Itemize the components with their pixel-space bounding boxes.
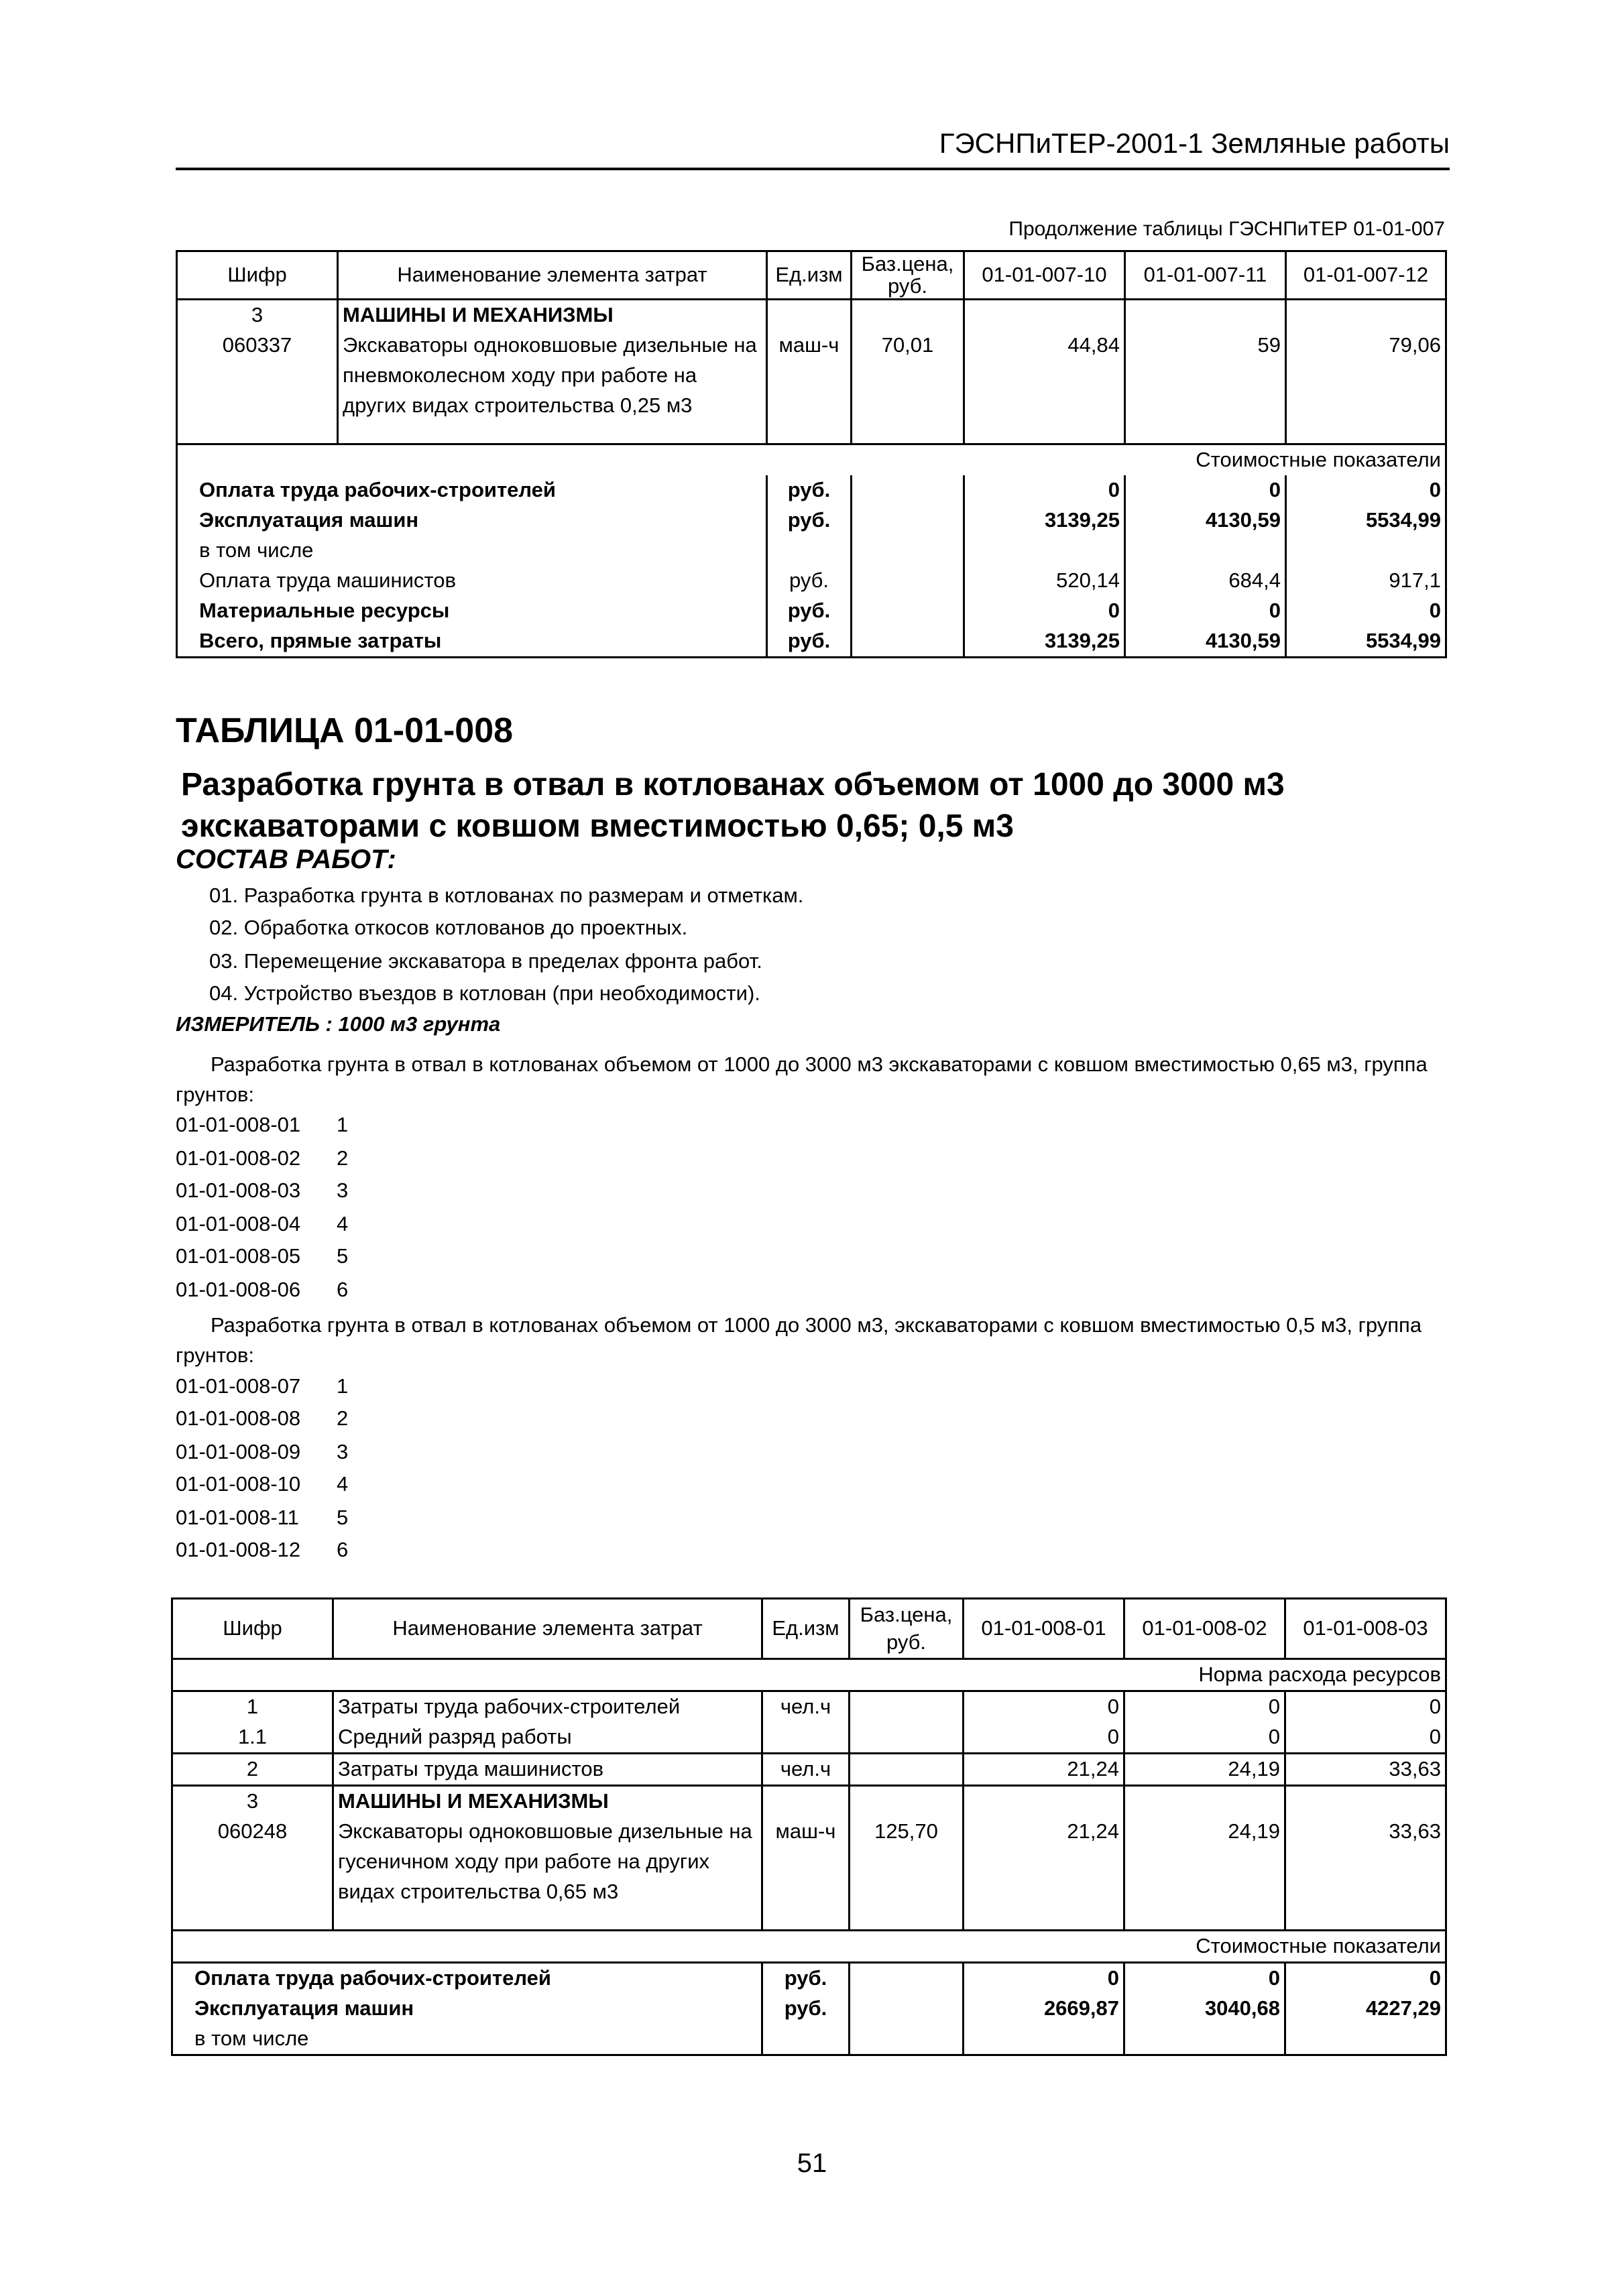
section-name: МАШИНЫ И МЕХАНИЗМЫ: [338, 300, 767, 330]
cost-value-1: 3139,25: [964, 505, 1125, 536]
cost-value-3: 5534,99: [1286, 626, 1446, 657]
table-01-01-008: [171, 1597, 1447, 2056]
row-unit: чел.ч: [762, 1753, 850, 1785]
row-code: 2: [172, 1753, 333, 1785]
table-row: [177, 505, 1446, 536]
machine-value-3: 33,63: [1285, 1817, 1446, 1931]
table-header-row: [177, 251, 1446, 300]
cost-name: Эксплуатация машин: [177, 505, 767, 536]
machine-value-3: 79,06: [1286, 330, 1446, 444]
izmeritel: ИЗМЕРИТЕЛЬ : 1000 м3 грунта: [176, 1012, 501, 1036]
header-col-2: 01-01-007-11: [1125, 251, 1286, 300]
table-row: [172, 1785, 1446, 1816]
row-name: Средний разряд работы: [333, 1722, 762, 1753]
cost-value-1: 0: [964, 596, 1125, 626]
header-code: Шифр: [172, 1599, 333, 1659]
table-row: [177, 536, 1446, 566]
section-code: 3: [172, 1785, 333, 1816]
cost-value-3: 0: [1286, 596, 1446, 626]
cost-value-2: 0: [1124, 1963, 1285, 1994]
cost-name: Материальные ресурсы: [177, 596, 767, 626]
cost-unit: руб.: [767, 475, 852, 505]
table-row: [172, 1722, 1446, 1753]
code-group: 4: [337, 1212, 349, 1235]
running-title: ГЭСНПиТЕР-2001-1 Земляные работы: [939, 127, 1450, 159]
code-line: [176, 1113, 348, 1137]
row-value-3: 33,63: [1285, 1753, 1446, 1785]
row-value-2: 0: [1124, 1691, 1285, 1721]
cost-value-2: 0: [1125, 596, 1286, 626]
table-row: [172, 1753, 1446, 1785]
cost-value-2: 4130,59: [1125, 626, 1286, 657]
machine-price: 125,70: [850, 1817, 964, 1931]
header-col-1: 01-01-007-10: [964, 251, 1125, 300]
machine-unit: маш-ч: [762, 1817, 850, 1931]
code-line: [176, 1244, 348, 1268]
header-col-3: 01-01-008-03: [1285, 1599, 1446, 1659]
code-group: 3: [337, 1179, 349, 1202]
row-value-3: 0: [1285, 1722, 1446, 1753]
code-group: 1: [337, 1113, 349, 1136]
code-group: 2: [337, 1406, 349, 1430]
row-unit: чел.ч: [762, 1691, 850, 1721]
header-col-2: 01-01-008-02: [1124, 1599, 1285, 1659]
header-unit: Ед.изм: [767, 251, 852, 300]
cost-unit: руб.: [762, 1994, 850, 2024]
header-col-3: 01-01-007-12: [1286, 251, 1446, 300]
code-line: [176, 1146, 348, 1170]
row-value-1: 0: [964, 1722, 1124, 1753]
table-row: [177, 475, 1446, 505]
code-number: 01-01-008-01: [176, 1113, 301, 1136]
header-name: Наименование элемента затрат: [338, 251, 767, 300]
code-number: 01-01-008-03: [176, 1179, 301, 1202]
code-group: 5: [337, 1506, 349, 1529]
code-line: [176, 1472, 348, 1496]
cost-value-3: 4227,29: [1285, 1994, 1446, 2024]
code-line: [176, 1179, 348, 1203]
table-row: [177, 626, 1446, 657]
cost-name: Всего, прямые затраты: [177, 626, 767, 657]
table-row: [172, 1691, 1446, 1721]
work-item: 03. Перемещение экскаватора в пределах фронта работ.: [209, 949, 762, 973]
cost-value-1: 520,14: [964, 566, 1125, 596]
row-code: 1.1: [172, 1722, 333, 1753]
cost-header: Стоимостные показатели: [177, 444, 1446, 475]
work-item: 04. Устройство въездов в котлован (при необходимости).: [209, 981, 760, 1005]
table-row: [177, 300, 1446, 330]
table-row: [177, 330, 1446, 444]
table-row: [177, 596, 1446, 626]
row-name: Затраты труда рабочих-строителей: [333, 1691, 762, 1721]
work-item: 01. Разработка грунта в котлованах по размерам и отметкам.: [209, 884, 804, 907]
code-group: 4: [337, 1472, 349, 1496]
code-number: 01-01-008-02: [176, 1146, 301, 1170]
code-number: 01-01-008-06: [176, 1278, 301, 1301]
row-value-3: 0: [1285, 1691, 1446, 1721]
cost-value-2: 4130,59: [1125, 505, 1286, 536]
work-item: 02. Обработка откосов котлованов до проектных.: [209, 916, 688, 939]
row-value-1: 21,24: [964, 1753, 1124, 1785]
cost-name: Оплата труда рабочих-строителей: [172, 1963, 762, 1994]
code-group: 1: [337, 1374, 349, 1398]
code-group: 6: [337, 1538, 349, 1561]
cost-name: Эксплуатация машин: [172, 1994, 762, 2024]
norm-header: Норма расхода ресурсов: [172, 1659, 1446, 1691]
table-subtitle: Разработка грунта в отвал в котлованах объемом от 1000 до 3000 м3 экскаваторами с ковшом вместимостью 0,65; 0,5 м3: [181, 767, 1285, 845]
table-header-row: [172, 1599, 1446, 1659]
code-group: 2: [337, 1146, 349, 1170]
machine-code: 060248: [172, 1817, 333, 1931]
norm-header-row: [172, 1659, 1446, 1691]
machine-value-1: 44,84: [964, 330, 1125, 444]
code-number: 01-01-008-07: [176, 1374, 301, 1398]
cost-value-3: 917,1: [1286, 566, 1446, 596]
table-01-01-007: [176, 250, 1447, 658]
header-name: Наименование элемента затрат: [333, 1599, 762, 1659]
cost-unit: руб.: [767, 505, 852, 536]
section-code: 3: [177, 300, 338, 330]
code-number: 01-01-008-04: [176, 1212, 301, 1235]
code-number: 01-01-008-12: [176, 1538, 301, 1561]
table-row: [172, 1963, 1446, 1994]
page-number: 51: [797, 2149, 827, 2178]
row-value-2: 24,19: [1124, 1753, 1285, 1785]
cost-value-3: 0: [1286, 475, 1446, 505]
cost-value-2: 0: [1125, 475, 1286, 505]
header-col-1: 01-01-008-01: [964, 1599, 1124, 1659]
code-group: 5: [337, 1244, 349, 1268]
machine-price: 70,01: [852, 330, 964, 444]
cost-value-2: 684,4: [1125, 566, 1286, 596]
cost-header-row: [172, 1931, 1446, 1963]
machine-name: Экскаваторы одноковшовые дизельные на гусеничном ходу при работе на других видах строительства 0,65 м3: [333, 1817, 762, 1931]
machine-value-2: 24,19: [1124, 1817, 1285, 1931]
code-line: [176, 1374, 348, 1398]
cost-name: в том числе: [177, 536, 767, 566]
header-code: Шифр: [177, 251, 338, 300]
header-price: Баз.цена, руб.: [850, 1599, 964, 1659]
code-line: [176, 1406, 348, 1431]
sostav-label: СОСТАВ РАБОТ:: [176, 845, 396, 874]
cost-name: Оплата труда машинистов: [177, 566, 767, 596]
code-line: [176, 1538, 348, 1562]
code-line: [176, 1506, 348, 1530]
machine-unit: маш-ч: [767, 330, 852, 444]
cost-value-1: 0: [964, 475, 1125, 505]
cost-header-row: [177, 444, 1446, 475]
header-price: Баз.цена, руб.: [852, 251, 964, 300]
table-title: ТАБЛИЦА 01-01-008: [176, 711, 514, 750]
machine-name: Экскаваторы одноковшовые дизельные на пневмоколесном ходу при работе на других видах строительства 0,25 м3: [338, 330, 767, 444]
cost-value-1: 0: [964, 1963, 1124, 1994]
code-number: 01-01-008-05: [176, 1244, 301, 1268]
code-number: 01-01-008-11: [176, 1506, 299, 1529]
code-group: 6: [337, 1278, 349, 1301]
description-1: Разработка грунта в отвал в котлованах объемом от 1000 до 3000 м3 экскаваторами с ковшом вместимостью 0,65 м3, группа грунтов:: [176, 1052, 1428, 1106]
code-line: [176, 1440, 348, 1464]
cost-value-3: 5534,99: [1286, 505, 1446, 536]
cost-unit: руб.: [767, 626, 852, 657]
header-unit: Ед.изм: [762, 1599, 850, 1659]
code-group: 3: [337, 1440, 349, 1463]
cost-value-2: 3040,68: [1124, 1994, 1285, 2024]
cost-value-3: 0: [1285, 1963, 1446, 1994]
section-name: МАШИНЫ И МЕХАНИЗМЫ: [333, 1785, 762, 1816]
machine-code: 060337: [177, 330, 338, 444]
code-number: 01-01-008-10: [176, 1472, 301, 1496]
machine-value-1: 21,24: [964, 1817, 1124, 1931]
cost-header: Стоимостные показатели: [172, 1931, 1446, 1963]
cost-name: Оплата труда рабочих-строителей: [177, 475, 767, 505]
cost-unit: руб.: [762, 1963, 850, 1994]
cost-value-1: 2669,87: [964, 1994, 1124, 2024]
table-row: [172, 1994, 1446, 2024]
code-number: 01-01-008-08: [176, 1406, 301, 1430]
cost-unit: руб.: [767, 566, 852, 596]
table-row: [172, 1817, 1446, 1931]
cost-value-1: 3139,25: [964, 626, 1125, 657]
code-number: 01-01-008-09: [176, 1440, 301, 1463]
description-2: Разработка грунта в отвал в котлованах объемом от 1000 до 3000 м3, экскаваторами с ковшом вместимостью 0,5 м3, группа грунтов:: [176, 1313, 1422, 1367]
row-name: Затраты труда машинистов: [333, 1753, 762, 1785]
row-code: 1: [172, 1691, 333, 1721]
machine-value-2: 59: [1125, 330, 1286, 444]
code-line: [176, 1212, 348, 1236]
table-row: [177, 566, 1446, 596]
row-value-2: 0: [1124, 1722, 1285, 1753]
continuation-label: Продолжение таблицы ГЭСНПиТЕР 01-01-007: [1008, 218, 1445, 240]
table-row: [172, 2024, 1446, 2055]
cost-unit: руб.: [767, 596, 852, 626]
cost-name: в том числе: [172, 2024, 762, 2055]
code-line: [176, 1278, 348, 1302]
row-value-1: 0: [964, 1691, 1124, 1721]
header-rule: [176, 168, 1450, 170]
